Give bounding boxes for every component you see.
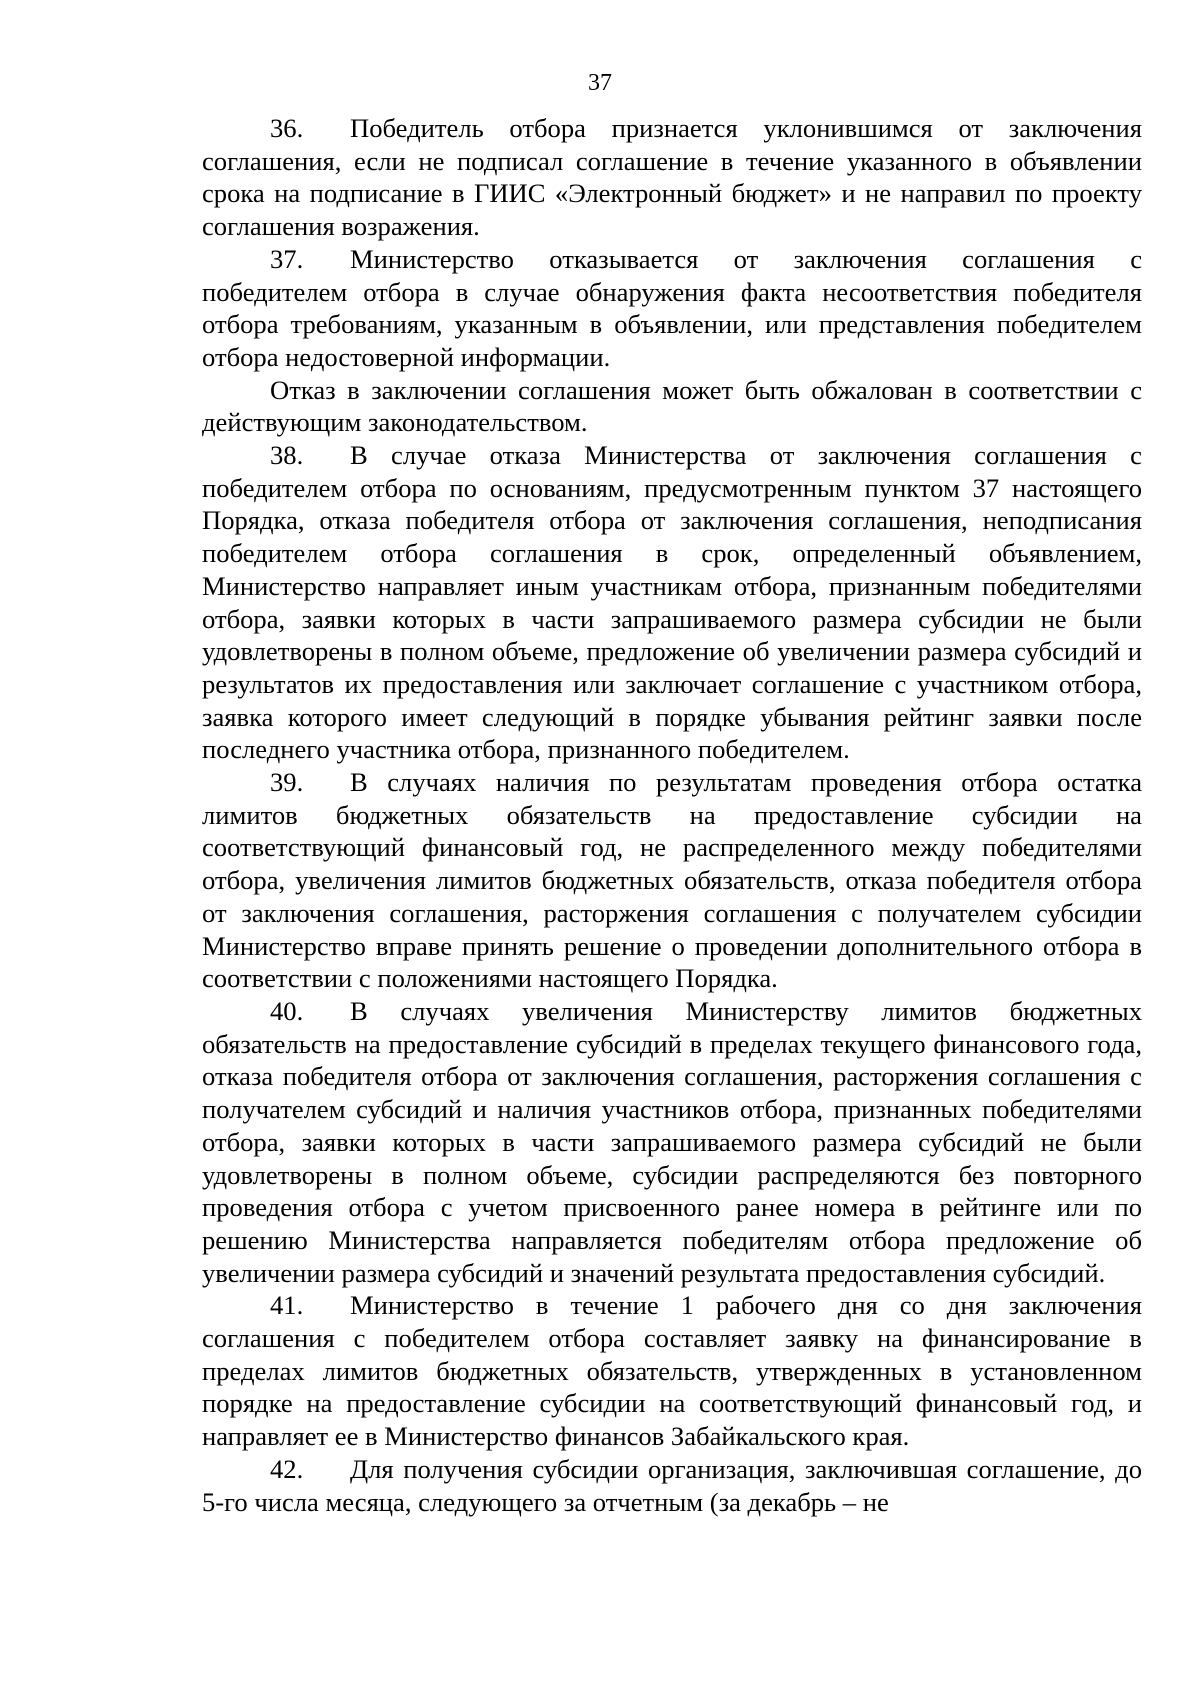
paragraph-40 <box>202 995 1142 1289</box>
paragraph-text: Министерство в течение 1 рабочего дня со дня заключения соглашения с победителем отбора составляет заявку на финансирование в пределах лимитов бюджетных обязательств, утвержденных в установленном порядке на предоставление субсидии на соответствующий финансовый год, и направляет ее в Министерство финансов Забайкальского края. <box>202 1290 1142 1452</box>
paragraph-text: Министерство отказывается от заключения соглашения с победителем отбора в случае обнаружения факта несоответствия победителя отбора требованиям, указанным в объявлении, или представления победителем отбора недостоверной информации. <box>202 243 1142 372</box>
paragraph-37 <box>202 243 1142 374</box>
paragraph-text: В случаях увеличения Министерству лимитов бюджетных обязательств на предоставление субсидий в пределах текущего финансового года, отказа победителя отбора от заключения соглашения, расторжения соглашения с получателем субсидий и наличия участников отбора, признанных победителями отбора, заявки которых в части запрашиваемого размера субсидий не были удовлетворены в полном объеме, субсидии распределяются без повторного проведения отбора с учетом присвоенного ранее номера в рейтинге или по решению Министерства направляется победителям отбора предложение об увеличении размера субсидий и значений результата предоставления субсидий. <box>202 995 1142 1288</box>
paragraph-text: Победитель отбора признается уклонившимся от заключения соглашения, если не подписал соглашение в течение указанного в объявлении срока на подписание в ГИИС «Электронный бюджет» и не направил по проекту соглашения возражения. <box>202 113 1142 242</box>
paragraph-text: Отказ в заключении соглашения может быть обжалован в соответствии с действующим законодательством. <box>202 374 1142 438</box>
clause-number: 36. <box>270 113 304 143</box>
clause-number: 39. <box>270 767 304 798</box>
page-number: 37 <box>588 70 612 96</box>
clause-number: 41. <box>270 1290 304 1321</box>
document-body <box>202 112 1142 1518</box>
paragraph-39 <box>202 766 1142 995</box>
paragraph-text: В случае отказа Министерства от заключения соглашения с победителем отбора по основаниям, предусмотренным пунктом 37 настоящего Порядка, отказа победителя отбора от заключения соглашения, неподписания победителем отбора соглашения в срок, определенный объявлением, Министерство направляет иным участникам отбора, признанным победителями отбора, заявки которых в части запрашиваемого размера субсидии не были удовлетворены в полном объеме, предложение об увеличении размера субсидий и результатов их предоставления или заключает соглашение с участником отбора, заявка которого имеет следующий в порядке убывания рейтинг заявки после последнего участника отбора, признанного победителем. <box>202 440 1142 765</box>
clause-number: 42. <box>270 1453 304 1484</box>
paragraph-36 <box>202 112 1142 243</box>
paragraph-text: В случаях наличия по результатам проведения отбора остатка лимитов бюджетных обязательств на предоставление субсидии на соответствующий финансовый год, не распределенного между победителями отбора, увеличения лимитов бюджетных обязательств, отказа победителя отбора от заключения соглашения, расторжения соглашения с получателем субсидии Министерство вправе принять решение о проведении дополнительного отбора в соответствии с положениями настоящего Порядка. <box>202 767 1142 994</box>
paragraph-42 <box>202 1453 1142 1518</box>
paragraph-37-appeal <box>202 374 1142 439</box>
clause-number: 38. <box>270 440 304 471</box>
clause-number: 37. <box>270 243 304 274</box>
paragraph-text: Для получения субсидии организация, заключившая соглашение, до 5-го числа месяца, следующего за отчетным (за декабрь – не <box>202 1453 1142 1517</box>
clause-number: 40. <box>270 995 304 1026</box>
paragraph-38 <box>202 439 1142 766</box>
paragraph-41 <box>202 1289 1142 1453</box>
